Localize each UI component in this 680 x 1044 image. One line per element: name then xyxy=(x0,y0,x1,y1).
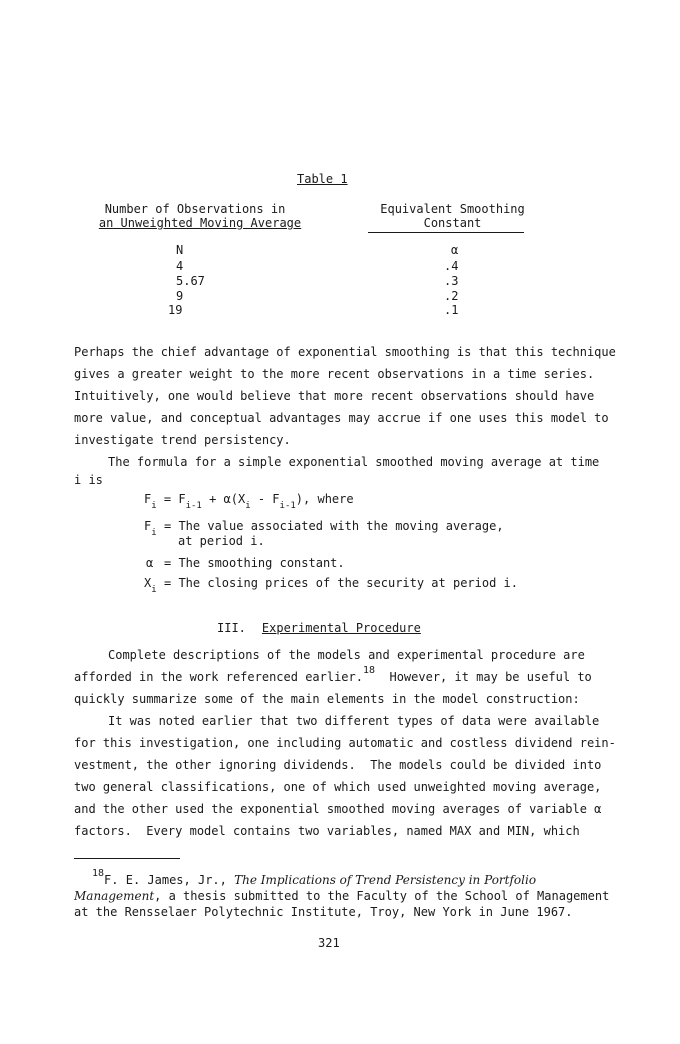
text-line: It was noted earlier that two different types of data were available xyxy=(108,714,600,728)
definition-item: $F_i$ xyxy=(144,519,157,538)
text-line: Intuitively, one would believe that more recent observations should have xyxy=(74,389,595,403)
text-line: and the other used the exponential smoothed moving averages of variable α xyxy=(74,802,602,816)
text-line: factors. Every model contains two variables, named MAX and MIN, which xyxy=(74,824,580,838)
text-line: two general classifications, one of which used unweighted moving average, xyxy=(74,780,602,794)
table-col1-header-line2: an Unweighted Moving Average xyxy=(98,216,302,230)
footnote-line: Management, a thesis submitted to the Faculty of the School of Management xyxy=(74,889,610,903)
footnote-line: at the Rensselaer Polytechnic Institute, Troy, New York in June 1967. xyxy=(74,905,573,919)
text-line: vestment, the other ignoring dividends. The models could be divided into xyxy=(74,758,602,772)
table-cell: 19 xyxy=(168,303,183,317)
text-line: quickly summarize some of the main elements in the model construction: xyxy=(74,692,580,706)
definition-text: = The value associated with the moving average, xyxy=(164,519,504,533)
table-cell: .3 xyxy=(444,274,459,288)
table-cell: .4 xyxy=(444,259,459,273)
definition-text: = The smoothing constant. xyxy=(164,556,345,570)
formula: $F_i = F_{i-1} + \alpha(X_i - F_{i-1})$, where xyxy=(144,492,354,511)
table-cell: .2 xyxy=(444,289,459,303)
definition-text: = The closing prices of the security at period i. xyxy=(164,576,519,590)
definition-text-cont: at period i. xyxy=(178,534,265,548)
table-cell: 4 xyxy=(176,259,184,273)
footnote-ref[interactable]: 18 xyxy=(362,665,376,676)
text-line: i is xyxy=(74,473,103,487)
text-line: gives a greater weight to the more recent observations in a time series. xyxy=(74,367,595,381)
table-col2-header-line2: Constant xyxy=(423,216,482,230)
table-cell: α xyxy=(451,243,459,257)
table-cell: 9 xyxy=(176,289,184,303)
text-line: Perhaps the chief advantage of exponential smoothing is that this technique xyxy=(74,345,616,359)
definition-item: $X_i$ xyxy=(144,576,157,595)
footnote-number: 18 xyxy=(92,868,105,879)
table-cell: 5.67 xyxy=(176,274,205,288)
text-line: more value, and conceptual advantages may accrue if one uses this model to xyxy=(74,411,609,425)
table-col2-header-rule xyxy=(368,232,524,233)
text-line: investigate trend persistency. xyxy=(74,433,291,447)
text-line: afforded in the work referenced earlier.$^{18}$ However, it may be useful to xyxy=(74,665,592,684)
section-heading: III. Experimental Procedure xyxy=(217,621,421,635)
page-number: 321 xyxy=(318,936,340,950)
table-title: Table 1 xyxy=(297,172,348,186)
footnote-line: $^{18}$F. E. James, Jr., The Implications of Trend Persistency in Portfolio xyxy=(92,868,537,887)
table-col2-header-line1: Equivalent Smoothing xyxy=(380,202,525,216)
table-col1-header-line1: Number of Observations in xyxy=(104,202,286,216)
text-line: Complete descriptions of the models and experimental procedure are xyxy=(108,648,585,662)
text-line: for this investigation, one including automatic and costless dividend rein- xyxy=(74,736,616,750)
footnote-title: The Implications of Trend Persistency in Portfolio xyxy=(234,873,537,887)
table-cell: .1 xyxy=(444,303,459,317)
definition-item: α xyxy=(146,556,154,570)
table-cell: N xyxy=(176,243,184,257)
footnote-rule xyxy=(74,858,180,859)
text-line: The formula for a simple exponential smoothed moving average at time xyxy=(108,455,600,469)
